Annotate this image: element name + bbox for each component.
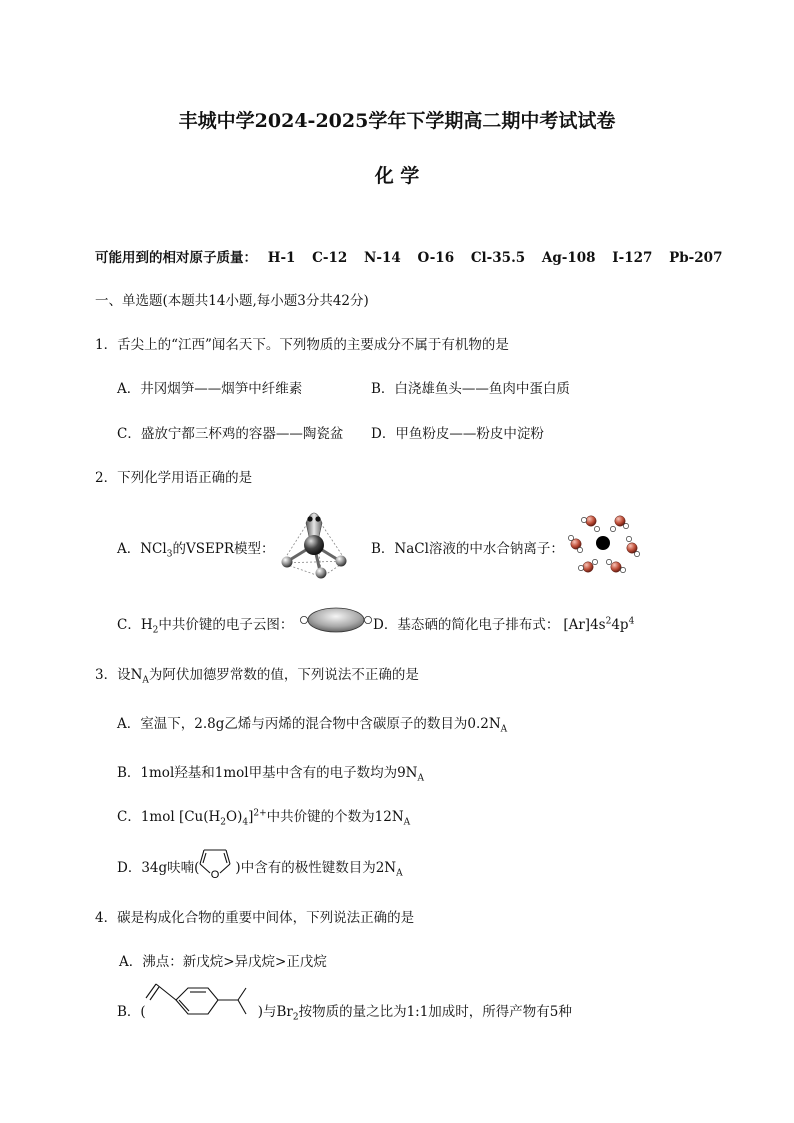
svg-text:O: O bbox=[210, 869, 220, 881]
atomic-mass-n: N-14 bbox=[364, 250, 401, 266]
atomic-mass-label: 可能用到的相对原子质量： bbox=[95, 250, 257, 266]
question-2-option-c bbox=[117, 613, 293, 636]
atomic-mass-pb: Pb-207 bbox=[669, 250, 723, 266]
q2d-formula: $[Ar]4s^24p^4$ bbox=[563, 616, 635, 633]
atomic-mass-c: C-12 bbox=[312, 250, 348, 266]
question-3-option-c: C．1mol $[Cu(H_2O)_4]^{2+}$中共价键的个数为$12N_A$ bbox=[117, 808, 411, 828]
atomic-mass-line bbox=[95, 246, 722, 266]
question-4-stem: 4．碳是构成化合物的重要中间体，下列说法正确的是 bbox=[95, 910, 415, 926]
q2a-pre: A．NCl bbox=[117, 541, 167, 557]
question-1-option-a: A．井冈烟笋——烟笋中纤维素 bbox=[117, 381, 303, 397]
question-3-option-d: D．34g呋喃( )中含有的极性键数目为$2N_A$ bbox=[117, 860, 403, 879]
q2a-sub: 3 bbox=[166, 549, 173, 560]
question-1-stem: 1．舌尖上的“江西”闻名天下。下列物质的主要成分不属于有机物的是 bbox=[95, 337, 509, 353]
atomic-mass-i: I-127 bbox=[612, 250, 653, 266]
question-2-stem: 2．下列化学用语正确的是 bbox=[95, 470, 253, 486]
furan-structure-image bbox=[196, 840, 234, 882]
limonene-like-structure-image bbox=[142, 982, 260, 1024]
question-4-option-b: B．( )与$Br_2$按物质的量之比为1:1加成时，所得产物有5种 bbox=[117, 1004, 572, 1023]
atomic-mass-ag: Ag-108 bbox=[541, 250, 596, 266]
hydrated-sodium-ion-image bbox=[566, 512, 642, 576]
question-2-option-a bbox=[117, 537, 275, 560]
question-2-option-d bbox=[373, 613, 634, 633]
q2c-pre: C．H bbox=[117, 617, 153, 633]
question-2-option-b: B．NaCl溶液的中水合钠离子： bbox=[371, 541, 564, 557]
q2c-sub: 2 bbox=[152, 625, 159, 636]
question-3-stem: 3．设$N_A$为阿伏加德罗常数的值，下列说法不正确的是 bbox=[95, 667, 419, 686]
atomic-mass-h: H-1 bbox=[267, 250, 296, 266]
q2c-post: 中共价键的电子云图： bbox=[158, 617, 294, 633]
question-1-option-b: B．白浇雄鱼头——鱼肉中蛋白质 bbox=[371, 381, 570, 397]
question-1-option-d: D．甲鱼粉皮——粉皮中淀粉 bbox=[371, 426, 544, 442]
question-3-option-b: B．1mol羟基和1mol甲基中含有的电子数均为$9N_A$ bbox=[117, 765, 424, 784]
h2-electron-cloud-image bbox=[300, 605, 372, 635]
section-heading: 一、单选题(本题共14小题,每小题3分共42分) bbox=[95, 293, 369, 309]
subject-title: 化 学 bbox=[374, 165, 420, 187]
question-3-option-a: A．室温下，2.8g乙烯与丙烯的混合物中含碳原子的数目为$0.2N_A$ bbox=[117, 716, 508, 735]
q2d-pre: D．基态硒的简化电子排布式： bbox=[373, 617, 560, 633]
exam-title: 丰城中学2024-2025学年下学期高二期中考试试卷 bbox=[178, 110, 616, 132]
question-4-option-a: A．沸点：新戊烷>异戊烷>正戊烷 bbox=[119, 954, 327, 970]
question-1-option-c: C．盛放宁都三杯鸡的容器——陶瓷盆 bbox=[117, 426, 344, 442]
atomic-mass-cl: Cl-35.5 bbox=[470, 250, 526, 266]
vsepr-model-image bbox=[272, 505, 356, 583]
atomic-mass-o: O-16 bbox=[417, 250, 455, 266]
q2a-post: 的VSEPR模型： bbox=[172, 541, 275, 557]
